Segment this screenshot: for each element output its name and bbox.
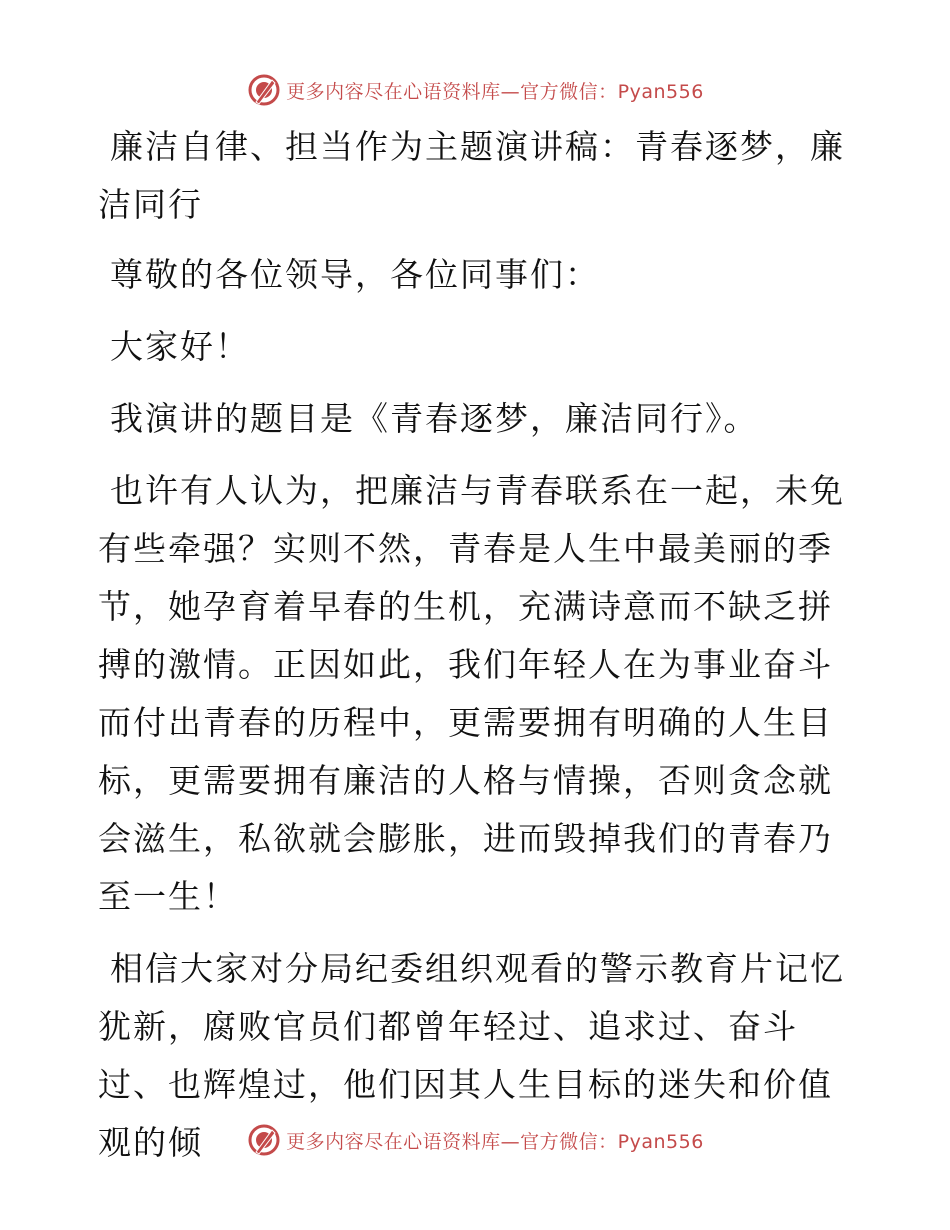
pen-circle-logo-icon [246, 1122, 282, 1158]
greeting: 大家好！ [110, 327, 250, 366]
footer-banner [0, 1120, 950, 1160]
header-banner-text: 更多内容尽在心语资料库—官方微信：Pyan556 [286, 80, 704, 103]
document-title: 廉洁自律、担当作为主题演讲稿：青春逐梦，廉洁同行 [98, 127, 845, 224]
paragraph-1: 也许有人认为，把廉洁与青春联系在一起，未免有些牵强？实则不然，青春是人生中最美丽的季节，她孕育着早春的生机，充满诗意而不缺乏拼搏的激情。正因如此，我们年轻人在为事业奋斗而付出青春的历程中，更需要拥有明确的人生目标，更需要拥有廉洁的人格与情操，否则贪念就会滋生，私欲就会膨胀，进而毁掉我们的青春乃至一生！ [98, 471, 845, 916]
salutation: 尊敬的各位领导，各位同事们： [110, 255, 600, 294]
speech-topic: 我演讲的题目是《青春逐梦，廉洁同行》。 [110, 399, 759, 438]
header-banner [0, 70, 950, 110]
pen-circle-logo-icon [246, 72, 282, 108]
paragraph-2: 相信大家对分局纪委组织观看的警示教育片记忆犹新，腐败官员们都曾年轻过、追求过、奋斗过、也辉煌过，他们因其人生目标的迷失和价值观的倾 [98, 949, 845, 1162]
document-body [98, 118, 854, 1186]
footer-banner-text: 更多内容尽在心语资料库—官方微信：Pyan556 [286, 1130, 704, 1153]
